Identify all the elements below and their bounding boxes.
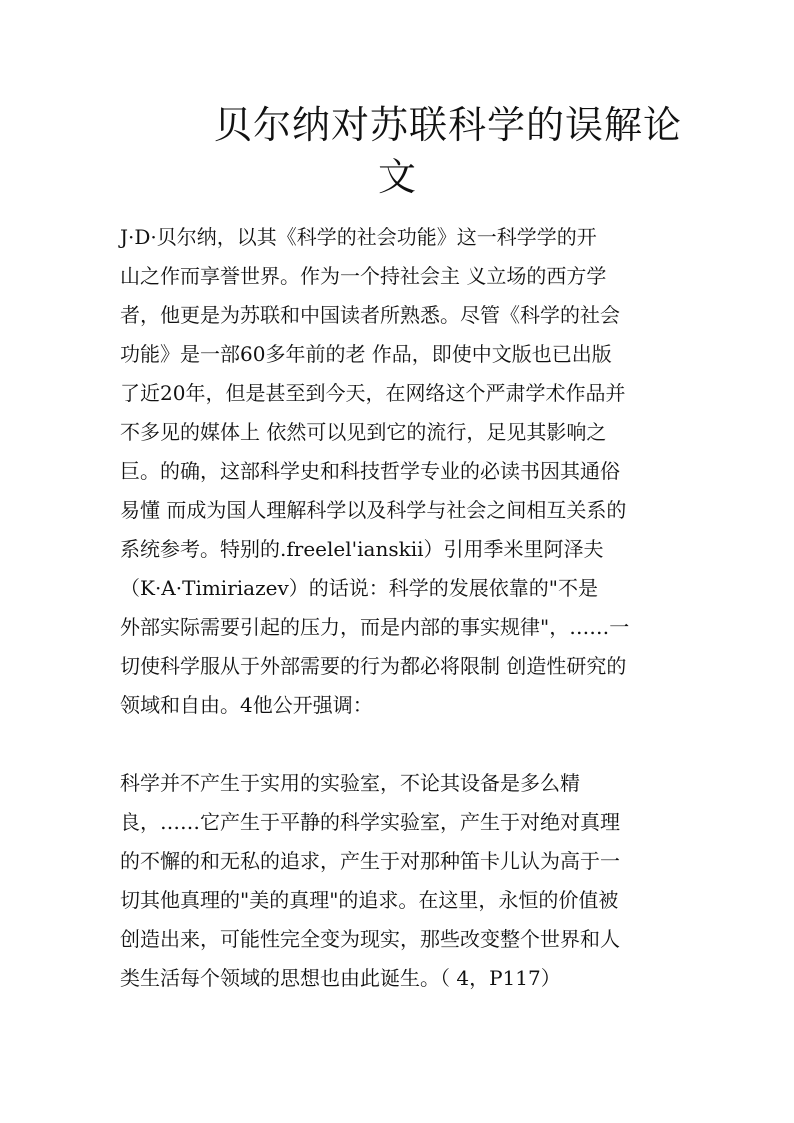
paragraph-line: 山之作而享誉世界。作为一个持社会主 义立场的西方学: [120, 264, 607, 288]
paragraph-line: J·D·贝尔纳，以其《科学的社会功能》这一科学学的开: [120, 225, 597, 249]
paragraph-line: 创造出来，可能性完全变为现实，那些改变整个世界和人: [120, 927, 620, 951]
paragraph-line: （K·A·Timiriazev）的话说：科学的发展依靠的"不是: [120, 576, 598, 600]
paragraph-line: 易懂 而成为国人理解科学以及科学与社会之间相互关系的: [120, 498, 627, 522]
paragraph-line: 良，……它产生于平静的科学实验室，产生于对绝对真理: [120, 810, 620, 834]
paragraph-line: 的不懈的和无私的追求，产生于对那种笛卡儿认为高于一: [120, 849, 620, 873]
paragraph-line: 不多见的媒体上 依然可以见到它的流行，足见其影响之: [120, 420, 607, 444]
paragraph-line: 外部实际需要引起的压力，而是内部的事实规律"，……一: [120, 615, 630, 639]
paragraph-line: 切使科学服从于外部需要的行为都必将限制 创造性研究的: [120, 654, 627, 678]
paragraph-line: 切其他真理的"美的真理"的追求。在这里，永恒的价值被: [120, 888, 619, 912]
paragraph-1: [120, 218, 680, 725]
paragraph-line: 了近20年，但是甚至到今天，在网络这个严肃学术作品并: [120, 381, 626, 405]
paragraph-line: 者，他更是为苏联和中国读者所熟悉。尽管《科学的社会: [120, 303, 620, 327]
paragraph-line: 科学并不产生于实用的实验室，不论其设备是多么精: [120, 771, 580, 795]
document-title-line-1: 贝尔纳对苏联科学的误解论: [214, 103, 683, 147]
paragraph-2-quote: [120, 764, 680, 998]
paragraph-line: 巨。的确，这部科学史和科技哲学专业的必读书因其通俗: [120, 459, 620, 483]
paragraph-line: 功能》是一部60多年前的老 作品，即使中文版也已出版: [120, 342, 612, 366]
paragraph-line: 类生活每个领域的思想也由此诞生。（ 4，P117）: [120, 966, 561, 990]
paragraph-line: 领域和自由。4他公开强调：: [120, 693, 373, 717]
document-title-line-2: 文: [378, 155, 418, 199]
paragraph-line: 系统参考。特别的.freelel'ianskii）引用季米里阿泽夫: [120, 537, 604, 561]
